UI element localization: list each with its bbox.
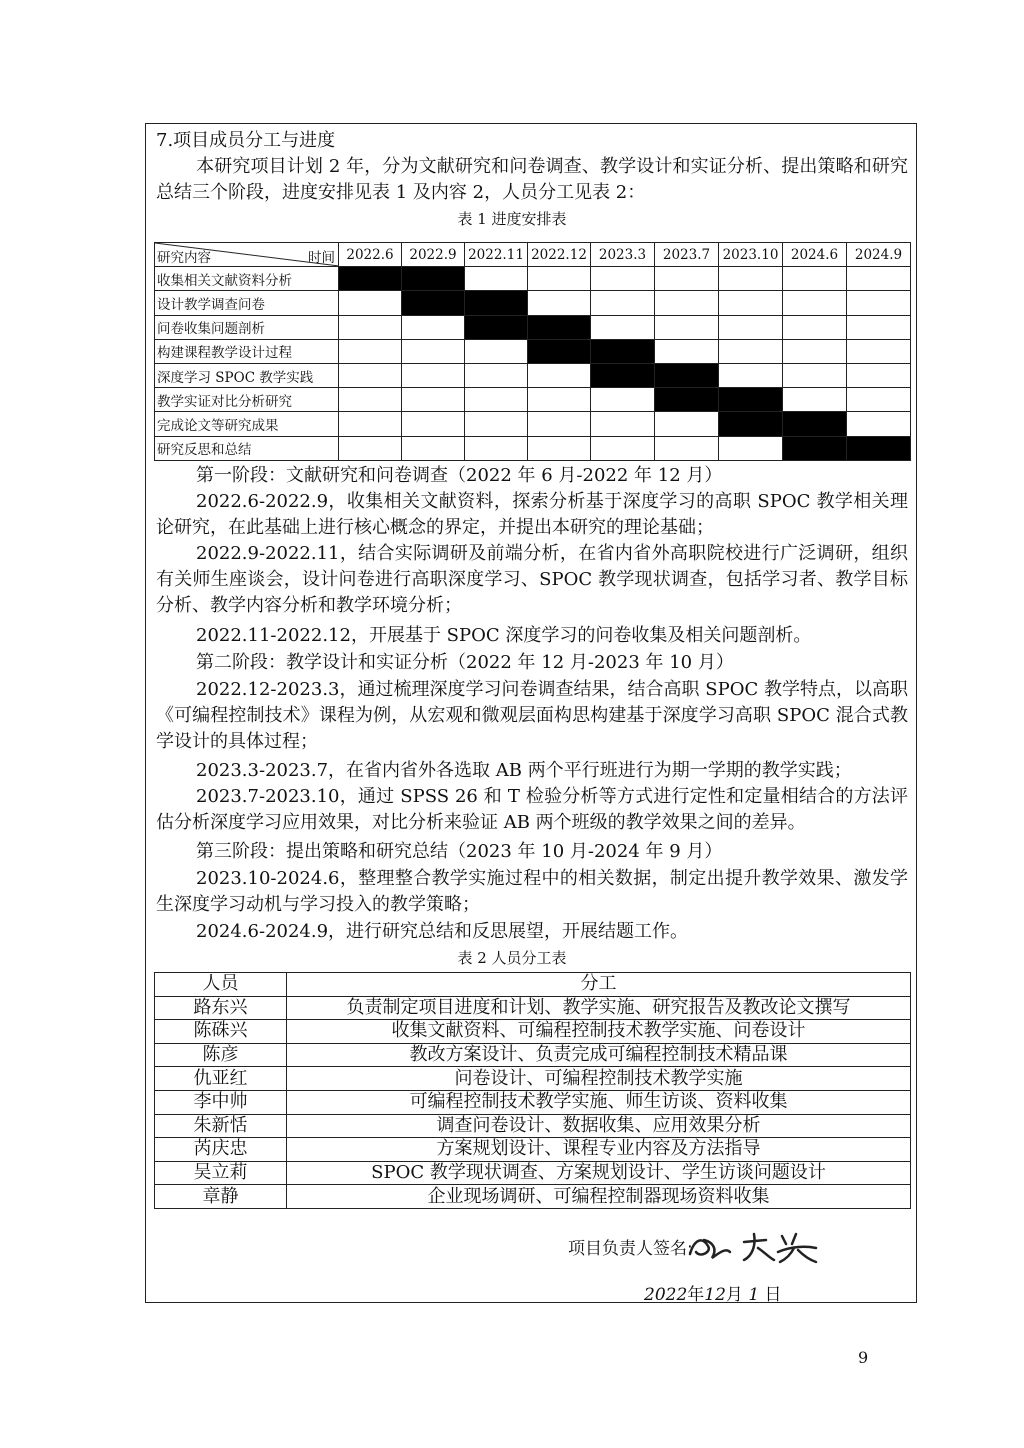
phase3-title-text: 第三阶段：提出策略和研究总结（2023 年 10 月-2024 年 9 月）	[196, 841, 723, 862]
staff-name: 吴立莉	[155, 1161, 287, 1185]
signature-label: 项目负责人签名:	[568, 1239, 693, 1259]
schedule-empty-cell	[719, 291, 783, 315]
schedule-row	[155, 339, 911, 363]
schedule-empty-cell	[591, 388, 655, 412]
schedule-empty-cell	[655, 412, 719, 436]
staff-role: 调查问卷设计、数据收集、应用效果分析	[287, 1114, 911, 1138]
staff-header-row	[155, 973, 911, 997]
staff-name: 仇亚红	[155, 1067, 287, 1091]
staff-row	[155, 1161, 911, 1185]
staff-name: 芮庆忠	[155, 1138, 287, 1162]
column-header: 2023.10	[719, 243, 783, 267]
phase3-title	[156, 839, 908, 865]
schedule-empty-cell	[528, 291, 591, 315]
staff-role: 教改方案设计、负责完成可编程控制技术精品课	[287, 1043, 911, 1067]
corner-cell	[155, 243, 339, 267]
staff-name: 陈硃兴	[155, 1020, 287, 1044]
task-label: 研究反思和总结	[155, 436, 339, 460]
date-year: 2022	[644, 1285, 688, 1305]
signature-date	[644, 1280, 782, 1305]
staff-row	[155, 1185, 911, 1209]
staff-name: 陈彦	[155, 1043, 287, 1067]
schedule-empty-cell	[339, 388, 402, 412]
date-month: 12	[704, 1285, 726, 1305]
schedule-bar-cell	[465, 291, 528, 315]
phase2-b	[156, 758, 908, 784]
schedule-empty-cell	[339, 291, 402, 315]
intro-paragraph	[156, 154, 908, 206]
staff-row	[155, 1067, 911, 1091]
phase2-title-text: 第二阶段：教学设计和实证分析（2022 年 12 月-2023 年 10 月）	[196, 652, 734, 673]
schedule-empty-cell	[591, 436, 655, 460]
schedule-empty-cell	[465, 388, 528, 412]
schedule-empty-cell	[847, 412, 911, 436]
schedule-bar-cell	[528, 339, 591, 363]
schedule-empty-cell	[402, 339, 465, 363]
schedule-empty-cell	[655, 291, 719, 315]
phase1-title-text: 第一阶段：文献研究和问卷调查（2022 年 6 月-2022 年 12 月）	[196, 465, 723, 486]
staff-name: 章静	[155, 1185, 287, 1209]
schedule-bar-cell	[783, 436, 847, 460]
schedule-empty-cell	[528, 436, 591, 460]
schedule-empty-cell	[655, 436, 719, 460]
date-day-char: 日	[764, 1285, 782, 1305]
task-label: 构建课程教学设计过程	[155, 339, 339, 363]
staff-row	[155, 1090, 911, 1114]
handwritten-signature	[682, 1218, 822, 1268]
table1-caption: 表 1 进度安排表	[457, 210, 567, 228]
schedule-empty-cell	[339, 315, 402, 339]
schedule-empty-cell	[719, 315, 783, 339]
schedule-bar-cell	[719, 412, 783, 436]
schedule-bar-cell	[465, 315, 528, 339]
staff-name: 李中帅	[155, 1090, 287, 1114]
phase2-b-text: 2023.3-2023.7，在省内省外各选取 AB 两个平行班进行为期一学期的教学实践；	[196, 760, 852, 781]
task-label: 问卷收集问题剖析	[155, 315, 339, 339]
phase1-a-text: 2022.6-2022.9，收集相关文献资料，探索分析基于深度学习的高职 SPOC 教学相关理论研究，在此基础上进行核心概念的界定，并提出本研究的理论基础；	[156, 491, 908, 538]
schedule-empty-cell	[719, 267, 783, 291]
task-label: 收集相关文献资料分析	[155, 267, 339, 291]
schedule-empty-cell	[528, 363, 591, 387]
schedule-empty-cell	[847, 339, 911, 363]
staff-table	[154, 972, 911, 1209]
staff-name: 路东兴	[155, 996, 287, 1020]
schedule-empty-cell	[402, 412, 465, 436]
schedule-bar-cell	[591, 339, 655, 363]
schedule-empty-cell	[847, 267, 911, 291]
staff-role: SPOC 教学现状调查、方案规划设计、学生访谈问题设计	[287, 1161, 911, 1185]
phase1-b	[156, 541, 908, 619]
schedule-empty-cell	[465, 339, 528, 363]
corner-right-label: 时间	[308, 250, 335, 267]
schedule-bar-cell	[402, 267, 465, 291]
schedule-empty-cell	[339, 363, 402, 387]
phase3-a	[156, 866, 908, 918]
header-role: 分工	[287, 973, 911, 997]
phase1-title	[156, 463, 908, 489]
schedule-empty-cell	[402, 436, 465, 460]
section-title: 7.项目成员分工与进度	[156, 130, 336, 151]
schedule-empty-cell	[339, 436, 402, 460]
schedule-empty-cell	[591, 291, 655, 315]
schedule-empty-cell	[719, 339, 783, 363]
schedule-row	[155, 412, 911, 436]
phase2-c-text: 2023.7-2023.10，通过 SPSS 26 和 T 检验分析等方式进行定性和定量相结合的方法评估分析深度学习应用效果，对比分析来验证 AB 两个班级的教学效果之间的差异。	[156, 786, 908, 833]
phase2-a	[156, 677, 908, 755]
task-label: 完成论文等研究成果	[155, 412, 339, 436]
schedule-bar-cell	[847, 436, 911, 460]
task-label: 教学实证对比分析研究	[155, 388, 339, 412]
schedule-bar-cell	[591, 363, 655, 387]
column-header: 2023.7	[655, 243, 719, 267]
phase2-a-text: 2022.12-2023.3，通过梳理深度学习问卷调查结果，结合高职 SPOC 教学特点，以高职《可编程控制技术》课程为例，从宏观和微观层面构思构建基于深度学习高职 SPOC 混合式教学设计的具体过程；	[156, 679, 908, 752]
schedule-empty-cell	[339, 339, 402, 363]
schedule-table	[154, 242, 911, 461]
date-day: 1	[748, 1285, 760, 1305]
column-header: 2022.6	[339, 243, 402, 267]
schedule-empty-cell	[465, 436, 528, 460]
schedule-empty-cell	[847, 363, 911, 387]
staff-role: 企业现场调研、可编程控制器现场资料收集	[287, 1185, 911, 1209]
intro-text: 本研究项目计划 2 年，分为文献研究和问卷调查、教学设计和实证分析、提出策略和研究总结三个阶段，进度安排见表 1 及内容 2，人员分工见表 2：	[156, 156, 908, 203]
phase2-c	[156, 784, 908, 836]
column-header: 2024.9	[847, 243, 911, 267]
schedule-bar-cell	[655, 363, 719, 387]
schedule-empty-cell	[783, 363, 847, 387]
schedule-empty-cell	[655, 267, 719, 291]
schedule-row	[155, 291, 911, 315]
task-label: 深度学习 SPOC 教学实践	[155, 363, 339, 387]
schedule-empty-cell	[528, 267, 591, 291]
phase2-title	[156, 650, 908, 676]
schedule-bar-cell	[402, 291, 465, 315]
column-header: 2022.12	[528, 243, 591, 267]
phase1-c-text: 2022.11-2022.12，开展基于 SPOC 深度学习的问卷收集及相关问题剖析。	[196, 625, 812, 646]
schedule-empty-cell	[402, 315, 465, 339]
staff-row	[155, 1043, 911, 1067]
schedule-empty-cell	[719, 363, 783, 387]
staff-row	[155, 1114, 911, 1138]
schedule-empty-cell	[719, 436, 783, 460]
schedule-bar-cell	[719, 388, 783, 412]
staff-role: 收集文献资料、可编程控制技术教学实施、问卷设计	[287, 1020, 911, 1044]
page-number: 9	[858, 1348, 869, 1367]
date-year-char: 年	[687, 1285, 705, 1305]
corner-left-label: 研究内容	[157, 250, 211, 267]
task-label: 设计教学调查问卷	[155, 291, 339, 315]
staff-row	[155, 1020, 911, 1044]
phase1-b-text: 2022.9-2022.11，结合实际调研及前端分析，在省内省外高职院校进行广泛调研，组织有关师生座谈会，设计问卷进行高职深度学习、SPOC 教学现状调查，包括学习者、教学目标分析、教学内容分析和教学环境分析；	[156, 543, 908, 616]
schedule-empty-cell	[847, 315, 911, 339]
schedule-empty-cell	[783, 388, 847, 412]
schedule-bar-cell	[655, 388, 719, 412]
schedule-empty-cell	[847, 388, 911, 412]
schedule-row	[155, 436, 911, 460]
schedule-empty-cell	[465, 412, 528, 436]
schedule-empty-cell	[783, 267, 847, 291]
column-header: 2022.9	[402, 243, 465, 267]
schedule-empty-cell	[528, 412, 591, 436]
column-header: 2023.3	[591, 243, 655, 267]
date-month-char: 月	[725, 1285, 743, 1305]
phase3-b-text: 2024.6-2024.9，进行研究总结和反思展望，开展结题工作。	[196, 921, 689, 942]
schedule-row	[155, 315, 911, 339]
schedule-empty-cell	[783, 339, 847, 363]
schedule-row	[155, 267, 911, 291]
schedule-empty-cell	[465, 363, 528, 387]
column-header: 2022.11	[465, 243, 528, 267]
staff-row	[155, 1138, 911, 1162]
schedule-empty-cell	[339, 412, 402, 436]
table2-caption: 表 2 人员分工表	[457, 949, 567, 967]
phase3-a-text: 2023.10-2024.6，整理整合教学实施过程中的相关数据，制定出提升教学效果、激发学生深度学习动机与学习投入的教学策略；	[156, 868, 908, 915]
schedule-empty-cell	[591, 315, 655, 339]
schedule-empty-cell	[528, 388, 591, 412]
schedule-empty-cell	[591, 412, 655, 436]
staff-role: 负责制定项目进度和计划、教学实施、研究报告及教改论文撰写	[287, 996, 911, 1020]
schedule-bar-cell	[339, 267, 402, 291]
phase1-c	[156, 623, 908, 649]
schedule-empty-cell	[783, 315, 847, 339]
staff-name: 朱新恬	[155, 1114, 287, 1138]
schedule-empty-cell	[847, 291, 911, 315]
schedule-header-row	[155, 243, 911, 267]
staff-role: 方案规划设计、课程专业内容及方法指导	[287, 1138, 911, 1162]
phase3-b	[156, 919, 908, 945]
staff-role: 可编程控制技术教学实施、师生访谈、资料收集	[287, 1090, 911, 1114]
column-header: 2024.6	[783, 243, 847, 267]
schedule-bar-cell	[528, 315, 591, 339]
schedule-row	[155, 363, 911, 387]
schedule-empty-cell	[655, 315, 719, 339]
schedule-empty-cell	[402, 388, 465, 412]
staff-row	[155, 996, 911, 1020]
schedule-empty-cell	[783, 291, 847, 315]
schedule-empty-cell	[591, 267, 655, 291]
schedule-empty-cell	[655, 339, 719, 363]
schedule-empty-cell	[402, 363, 465, 387]
schedule-row	[155, 388, 911, 412]
schedule-empty-cell	[465, 267, 528, 291]
staff-role: 问卷设计、可编程控制技术教学实施	[287, 1067, 911, 1091]
phase1-a	[156, 489, 908, 541]
header-person: 人员	[155, 973, 287, 997]
schedule-bar-cell	[783, 412, 847, 436]
